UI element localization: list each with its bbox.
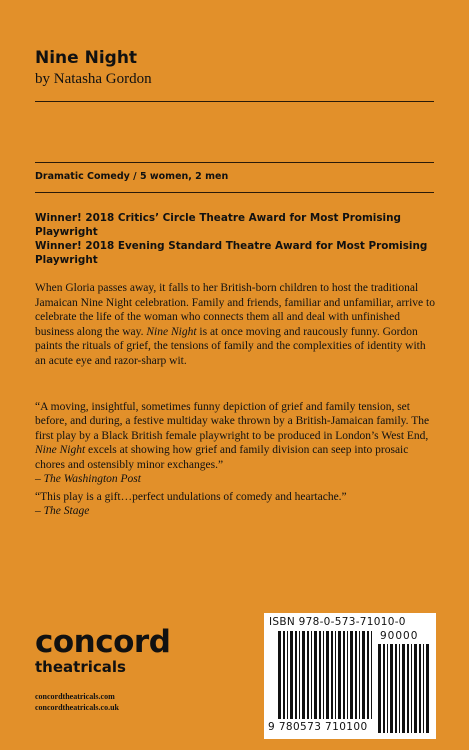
barcode-bar <box>402 644 405 733</box>
award-critics-circle: Winner! 2018 Critics’ Circle Theatre Award for Most Promising Playwright <box>35 212 401 238</box>
barcode-bar <box>399 644 400 733</box>
book-title: Nine Night <box>35 48 138 68</box>
synopsis <box>35 281 435 368</box>
award-evening-standard: Winner! 2018 Evening Standard Theatre Award for Most Promising Playwright <box>35 240 428 266</box>
barcode-bar <box>419 644 421 733</box>
synopsis-play-title: Nine Night <box>146 325 197 338</box>
barcode-bar <box>390 644 393 733</box>
barcode-bar <box>383 644 385 733</box>
barcode-bar <box>326 631 329 719</box>
barcode-bar <box>307 631 309 719</box>
barcode-bar <box>371 631 372 719</box>
isbn-label: ISBN 978-0-573-71010-0 <box>269 616 406 628</box>
barcode-bar <box>378 644 381 733</box>
author-line: by Natasha Gordon <box>35 71 152 87</box>
quote-the-stage <box>35 490 435 519</box>
quote-text-end: excels at showing how grief and family division can seep into prosaic chores and ostensibly minor exchanges.” <box>35 444 409 471</box>
barcode-bar <box>323 631 324 719</box>
barcode-bar <box>359 631 360 719</box>
barcode-bar <box>338 631 341 719</box>
genre-line: Dramatic Comedy / 5 women, 2 men <box>35 171 229 182</box>
genre-divider-top <box>35 162 434 163</box>
barcode-bar <box>350 631 353 719</box>
logo-wordmark: concord <box>35 624 171 660</box>
url-com: concordtheatricals.com <box>35 692 115 701</box>
quote-source: – The Stage <box>35 505 90 518</box>
barcode-bar <box>411 644 412 733</box>
quote-washington-post <box>35 400 435 486</box>
barcode-bar <box>278 631 281 719</box>
synopsis-text-end: is at once moving and raucously funny. Gordon paints the rituals of grief, the tensions of family and the complexities of identity with an acute eye and razor-sharp wit. <box>35 325 426 367</box>
barcode-bar <box>302 631 305 719</box>
awards-block <box>35 211 435 267</box>
url-uk: concordtheatricals.co.uk <box>35 703 119 712</box>
top-divider <box>35 101 434 102</box>
barcode-bar <box>414 644 417 733</box>
barcode-bar <box>395 644 397 733</box>
quote-text <box>35 400 435 472</box>
barcode-bar <box>367 631 369 719</box>
barcode-bar <box>423 644 424 733</box>
logo-subtitle: theatricals <box>35 658 126 676</box>
barcode-bar <box>331 631 333 719</box>
barcode-bar <box>311 631 312 719</box>
barcode-bar <box>387 644 388 733</box>
barcode-bar <box>407 644 409 733</box>
ean-digits: 9 780573 710100 <box>268 721 368 733</box>
quote-text: “This play is a gift…perfect undulations of comedy and heartache.” <box>35 491 347 503</box>
addon-number: 90000 <box>380 630 419 642</box>
barcode-bar <box>290 631 293 719</box>
barcode-bar <box>355 631 357 719</box>
barcode-panel <box>264 613 436 739</box>
publisher-urls <box>35 691 119 713</box>
barcode-bar <box>343 631 345 719</box>
barcode-bar <box>319 631 321 719</box>
barcode-bar <box>295 631 297 719</box>
quote-play-title: Nine Night <box>35 444 86 457</box>
barcode-bar <box>299 631 300 719</box>
barcode-bar <box>426 644 429 733</box>
genre-divider-bottom <box>35 192 434 193</box>
barcode-bar <box>314 631 317 719</box>
barcode-bar <box>287 631 288 719</box>
publisher-logo <box>35 626 170 676</box>
barcode-bar <box>362 631 365 719</box>
barcode-bar <box>283 631 285 719</box>
barcode-bar <box>347 631 348 719</box>
barcode-bar <box>335 631 336 719</box>
quote-text-start: “A moving, insightful, sometimes funny depiction of grief and family tension, set before, and during, a festive multiday wake thrown by a British-Jamaican family. The first play by a Black British female playwright to be produced in London’s West End, <box>35 401 430 442</box>
synopsis-text: When Gloria passes away, it falls to her British-born children to host the traditional Jamaican Nine Night celebration. Family and friends, familiar and unfamiliar, arrive to celebrate the life of the woman who connects them all and deal with unfinished business along the way. <box>35 282 435 338</box>
quote-source: – The Washington Post <box>35 473 141 486</box>
